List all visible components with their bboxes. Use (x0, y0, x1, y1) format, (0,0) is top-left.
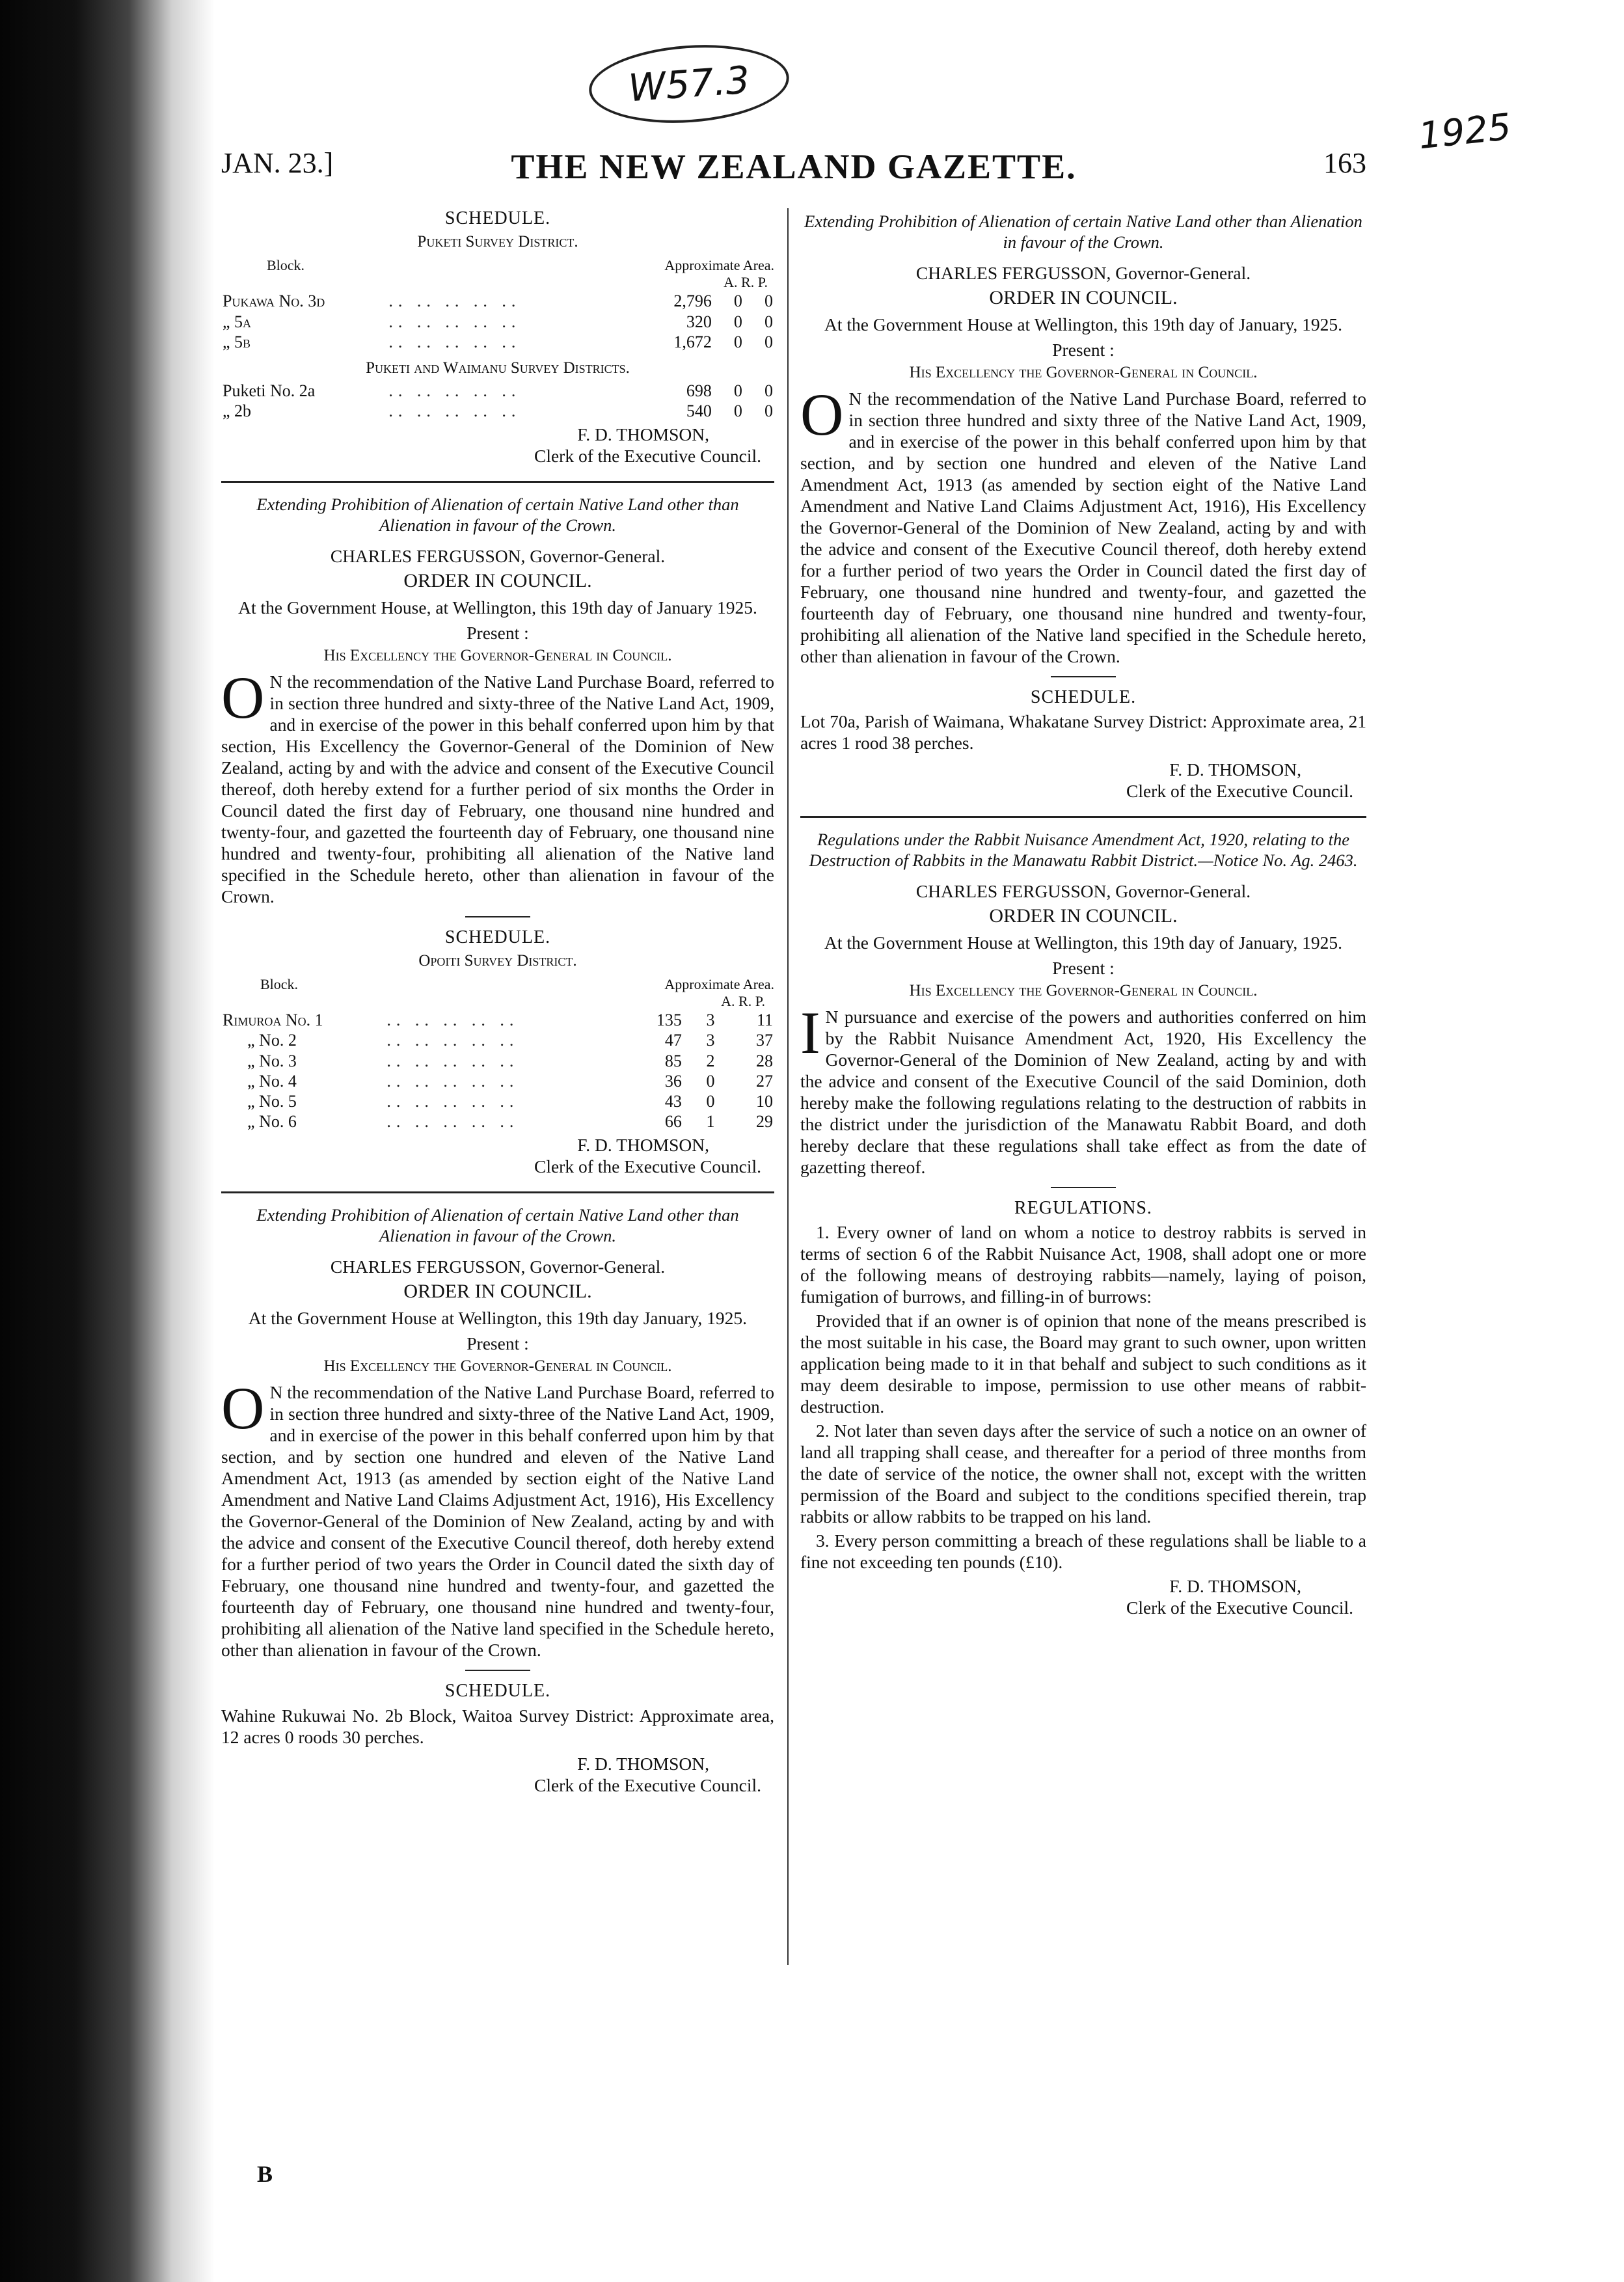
order-heading: ORDER IN COUNCIL. (403, 569, 592, 591)
right-column (800, 205, 1366, 1621)
acres: 66 (664, 1112, 682, 1132)
drop-cap: O (221, 664, 265, 731)
roods: 2 (706, 1051, 715, 1070)
roods: 0 (733, 312, 742, 331)
regulation-item: Provided that if an owner is of opinion that none of the means prescribed is the most suitable in his case, the Board may grant to such owner, upon written application being made to it in that behalf and subject to such conditions as it may deem desirable to impose, permission to use other means of rabbit-destruction. (800, 1311, 1366, 1417)
drop-cap: O (800, 381, 844, 448)
district-name: Opoiti Survey District. (418, 951, 577, 970)
gazette-title: THE NEW ZEALAND GAZETTE. (511, 147, 1077, 186)
puketi-schedule (221, 208, 774, 467)
table-row (221, 1051, 774, 1071)
col-block: Block. (260, 975, 299, 992)
order-heading: ORDER IN COUNCIL. (989, 286, 1178, 308)
leader-dots: .. .. .. .. .. (388, 312, 521, 331)
schedule-heading: SCHEDULE. (444, 927, 551, 947)
table-row (221, 381, 774, 401)
schedule-text: Wahine Rukuwai No. 2b Block, Waitoa Survey District: Approximate area, 12 acres 0 roods 30 perches. (221, 1705, 774, 1747)
short-rule (465, 916, 530, 917)
signatory-name: F. D. THOMSON, (1169, 1576, 1301, 1597)
acres: 135 (656, 1011, 682, 1030)
short-rule (1051, 676, 1116, 677)
roods: 0 (733, 401, 742, 421)
regulation-item: 1. Every owner of land on whom a notice to destroy rabbits is served in terms of section 6 of the Rabbit Nuisance Act, 1908, shall adopt one or more of the following means of destroying rabbits—namely, laying of poison, fumigation of burrows, and filling-in of burrows: (800, 1222, 1366, 1307)
roods: 3 (706, 1031, 715, 1050)
short-rule (1051, 1187, 1116, 1188)
table-row (221, 401, 774, 421)
signatory-name: F. D. THOMSON, (577, 1753, 709, 1774)
schedule-table (221, 257, 774, 422)
scan-shadow-edge (0, 0, 215, 2282)
section-rule (221, 481, 774, 483)
schedule-text: Lot 70a, Parish of Waimana, Whakatane Survey District: Approximate area, 21 acres 1 rood 38 perches. (800, 711, 1366, 754)
block-name: „ 5b (223, 332, 251, 351)
col-units: A. R. P. (724, 273, 768, 290)
regulation-item: 3. Every person committing a breach of these regulations shall be liable to a fine not exceeding ten pounds (£10). (800, 1530, 1366, 1573)
block-name: Puketi No. 2a (223, 381, 316, 400)
leader-dots: .. .. .. .. .. (388, 332, 521, 351)
council-line: His Excellency the Governor-General in Council. (909, 981, 1258, 999)
governor-general: CHARLES FERGUSSON, Governor-General. (915, 262, 1251, 283)
leader-dots: .. .. .. .. .. (388, 381, 521, 400)
col-area: Approximate Area. (664, 975, 774, 992)
stamp-text: W57.3 (627, 57, 751, 111)
district-name: Puketi and Waimanu Survey Districts. (366, 359, 630, 377)
regulations-heading: REGULATIONS. (1014, 1197, 1152, 1218)
acres: 540 (686, 401, 712, 421)
order-body (221, 1375, 774, 1661)
regulation-item: 2. Not later than seven days after the service of such a notice on an owner of land all trapping shall cease, and thereafter for a period of three months from the date of service of the notice, the owner shall not, except with the written permission of the Board and subject to the conditions specified therein, trap rabbits or allow rabbits to be trapped on his land. (800, 1420, 1366, 1527)
perches: 37 (756, 1031, 773, 1050)
governor-general: CHARLES FERGUSSON, Governor-General. (330, 545, 666, 566)
table-row (221, 1091, 774, 1111)
notice-title: Extending Prohibition of Alienation of certain Native Land other than Alienation in favour of the Crown. (256, 1205, 739, 1246)
order-text: N the recommendation of the Native Land Purchase Board, referred to in section three hundred and sixty three of the Native Land Act, 1909, and in exercise of the power in this behalf conferred upon him by that section, and by section one hundred and eleven of the Native Land Amendment Act, 1913 (as amended by section eight of the Native Land Amendment and Native Land Claims Adjustment Act, 1916), His Excellency the Governor-General of the Dominion of New Zealand, acting by and with the advice and consent of the Executive Council thereof, doth hereby extend for a further period of two years the Order in Council dated the first day of February, one thousand nine hundred and twenty-four, and gazetted the fourteenth day of February, one thousand nine hundred and twenty-four, prohibiting all alienation of the Native land specified in the Schedule hereto, other than alienation in favour of the Crown. (800, 388, 1366, 666)
notice-title: Regulations under the Rabbit Nuisance Amendment Act, 1920, relating to the Destruction of Rabbits in the Manawatu Rabbit District.—Notice No. Ag. 2463. (809, 830, 1358, 870)
roods: 0 (733, 292, 742, 311)
leader-dots: .. .. .. .. .. (386, 1051, 519, 1070)
block-name: „ No. 4 (247, 1071, 297, 1091)
acres: 36 (664, 1071, 682, 1091)
perches: 10 (756, 1092, 773, 1111)
signatory-name: F. D. THOMSON, (1169, 759, 1301, 780)
rabbit-regulations (800, 830, 1366, 1618)
governor-general: CHARLES FERGUSSON, Governor-General. (915, 880, 1251, 901)
table-row (221, 1010, 774, 1030)
short-rule (465, 1670, 530, 1671)
schedule-heading: SCHEDULE. (1030, 686, 1137, 707)
order-waitoa (221, 1205, 774, 1795)
schedule-table (221, 976, 774, 1132)
leader-dots: .. .. .. .. .. (388, 292, 521, 311)
perches: 0 (765, 312, 773, 331)
page-number: 163 (1323, 147, 1366, 179)
block-name: „ No. 3 (247, 1051, 297, 1070)
perches: 11 (756, 1011, 773, 1030)
col-block: Block. (267, 256, 305, 273)
order-place-date: At the Government House at Wellington, this 19th day of January, 1925. (824, 314, 1342, 334)
order-text: N pursuance and exercise of the powers and authorities conferred on him by the Rabbit Nuisance Amendment Act, 1920, His Excellency the Governor-General of the Dominion of New Zealand, acting by and with the advice and consent of the Executive Council of the said Dominion, doth hereby make the following regulations relating to the destruction of rabbits in the district under the jurisdiction of the Manawatu Rabbit Board, and doth hereby declare that these regulations shall take effect as from the date of gazetting thereof. (800, 1006, 1366, 1177)
present-label: Present : (1052, 957, 1115, 978)
block-name: „ No. 5 (247, 1092, 297, 1111)
section-rule (221, 1191, 774, 1193)
order-heading: ORDER IN COUNCIL. (403, 1281, 592, 1302)
roods: 1 (706, 1112, 715, 1132)
notice-title: Extending Prohibition of Alienation of certain Native Land other than Alienation in favour of the Crown. (804, 211, 1362, 252)
leader-dots: .. .. .. .. .. (386, 1011, 519, 1030)
signatory-title: Clerk of the Executive Council. (534, 1156, 761, 1177)
order-place-date: At the Government House at Wellington, this 19th day January, 1925. (248, 1308, 748, 1328)
governor-general: CHARLES FERGUSSON, Governor-General. (330, 1256, 666, 1277)
council-line: His Excellency the Governor-General in Council. (323, 646, 672, 664)
acres: 43 (664, 1092, 682, 1111)
council-line: His Excellency the Governor-General in Council. (909, 363, 1258, 381)
roods: 3 (706, 1011, 715, 1030)
present-label: Present : (1052, 339, 1115, 360)
schedule-heading: SCHEDULE. (444, 1681, 551, 1701)
schedule-heading: SCHEDULE. (444, 208, 551, 228)
signatory-title: Clerk of the Executive Council. (534, 1774, 761, 1795)
column-divider (787, 208, 789, 1965)
present-label: Present : (467, 622, 529, 643)
perches: 27 (756, 1071, 773, 1091)
block-name: Rimuroa No. 1 (223, 1011, 323, 1030)
block-name: „ 5a (223, 312, 252, 331)
table-row (221, 1030, 774, 1050)
section-rule (800, 816, 1366, 818)
leader-dots: .. .. .. .. .. (386, 1112, 519, 1132)
order-body (221, 664, 774, 907)
present-label: Present : (467, 1333, 529, 1353)
acres: 47 (664, 1031, 682, 1050)
leader-dots: .. .. .. .. .. (386, 1071, 519, 1091)
block-name: „ No. 2 (247, 1031, 297, 1050)
roods: 0 (706, 1092, 715, 1111)
perches: 0 (765, 401, 773, 421)
order-place-date: At the Government House at Wellington, this 19th day of January, 1925. (824, 932, 1342, 953)
roods: 0 (733, 381, 742, 400)
order-body (800, 999, 1366, 1178)
table-row (221, 312, 774, 332)
acres: 698 (686, 381, 712, 400)
issue-date: JAN. 23.] (221, 147, 334, 179)
perches: 0 (765, 332, 773, 351)
table-row (221, 1071, 774, 1091)
perches: 29 (756, 1112, 773, 1132)
signatory-title: Clerk of the Executive Council. (1126, 781, 1353, 802)
leader-dots: .. .. .. .. .. (386, 1092, 519, 1111)
council-line: His Excellency the Governor-General in Council. (323, 1357, 672, 1375)
order-body (800, 381, 1366, 667)
acres: 2,796 (673, 292, 712, 311)
order-text: N the recommendation of the Native Land Purchase Board, referred to in section three hundred and sixty-three of the Native Land Act, 1909, and in exercise of the power in this behalf conferred upon him by that section, and by section one hundred and eleven of the Native Land Amendment Act, 1913 (as amended by section eight of the Native Land Amendment and Native Land Claims Adjustment Act, 1916), His Excellency the Governor-General of the Dominion of New Zealand, acting by and with the advice and consent of the Executive Council thereof, doth hereby extend for a further period of two years the Order in Council dated the sixth day of February, one thousand nine hundred and twenty-four, and gazetted the fourteenth day of February, one thousand nine hundred and twenty-four, prohibiting all alienation of the Native land specified in the Schedule hereto, other than alienation in favour of the Crown. (221, 1382, 774, 1660)
perches: 28 (756, 1051, 773, 1070)
signatory-title: Clerk of the Executive Council. (534, 446, 761, 467)
order-opoiti (221, 495, 774, 1177)
order-heading: ORDER IN COUNCIL. (989, 904, 1178, 927)
signatory-name: F. D. THOMSON, (577, 1135, 709, 1156)
roods: 0 (706, 1071, 715, 1091)
perches: 0 (765, 381, 773, 400)
folio-mark: B (257, 2161, 273, 2187)
perches: 0 (765, 292, 773, 311)
order-waimana (800, 211, 1366, 802)
left-column (221, 205, 774, 1799)
acres: 320 (686, 312, 712, 331)
block-name: Pukawa No. 3d (223, 292, 325, 311)
running-head (221, 146, 1366, 192)
handwritten-stamp (586, 38, 791, 129)
drop-cap: I (800, 999, 820, 1066)
leader-dots: .. .. .. .. .. (388, 401, 521, 421)
table-row (221, 332, 774, 352)
signatory-title: Clerk of the Executive Council. (1126, 1597, 1353, 1618)
district-name: Puketi Survey District. (417, 232, 578, 251)
col-units: A. R. P. (721, 992, 765, 1009)
signatory-name: F. D. THOMSON, (577, 424, 709, 445)
block-name: „ No. 6 (247, 1112, 297, 1132)
acres: 85 (664, 1051, 682, 1070)
table-row (221, 1111, 774, 1132)
drop-cap: O (221, 1375, 265, 1441)
order-text: N the recommendation of the Native Land Purchase Board, referred to in section three hundred and sixty-three of the Native Land Act, 1909, and in exercise of the power in this behalf conferred upon him by that section, His Excellency the Governor-General of the Dominion of New Zealand, acting by and with the advice and consent of the Executive Council thereof, doth hereby extend for a further period of six months the Order in Council dated the first day of February, one thousand nine hundred and twenty-four, and gazetted the fourteenth day of February, one thousand nine hundred and twenty-four, prohibiting all alienation of the Native land specified in the Schedule hereto, other than alienation in favour of the Crown. (221, 671, 774, 906)
acres: 1,672 (673, 332, 712, 351)
leader-dots: .. .. .. .. .. (386, 1031, 519, 1050)
roods: 0 (733, 332, 742, 351)
block-name: „ 2b (223, 401, 252, 421)
notice-title: Extending Prohibition of Alienation of certain Native Land other than Alienation in favour of the Crown. (256, 495, 739, 536)
col-area: Approximate Area. (664, 256, 774, 273)
table-row (221, 291, 774, 311)
handwritten-year: 1925 (1416, 105, 1513, 158)
order-place-date: At the Government House, at Wellington, this 19th day of January 1925. (238, 597, 757, 618)
